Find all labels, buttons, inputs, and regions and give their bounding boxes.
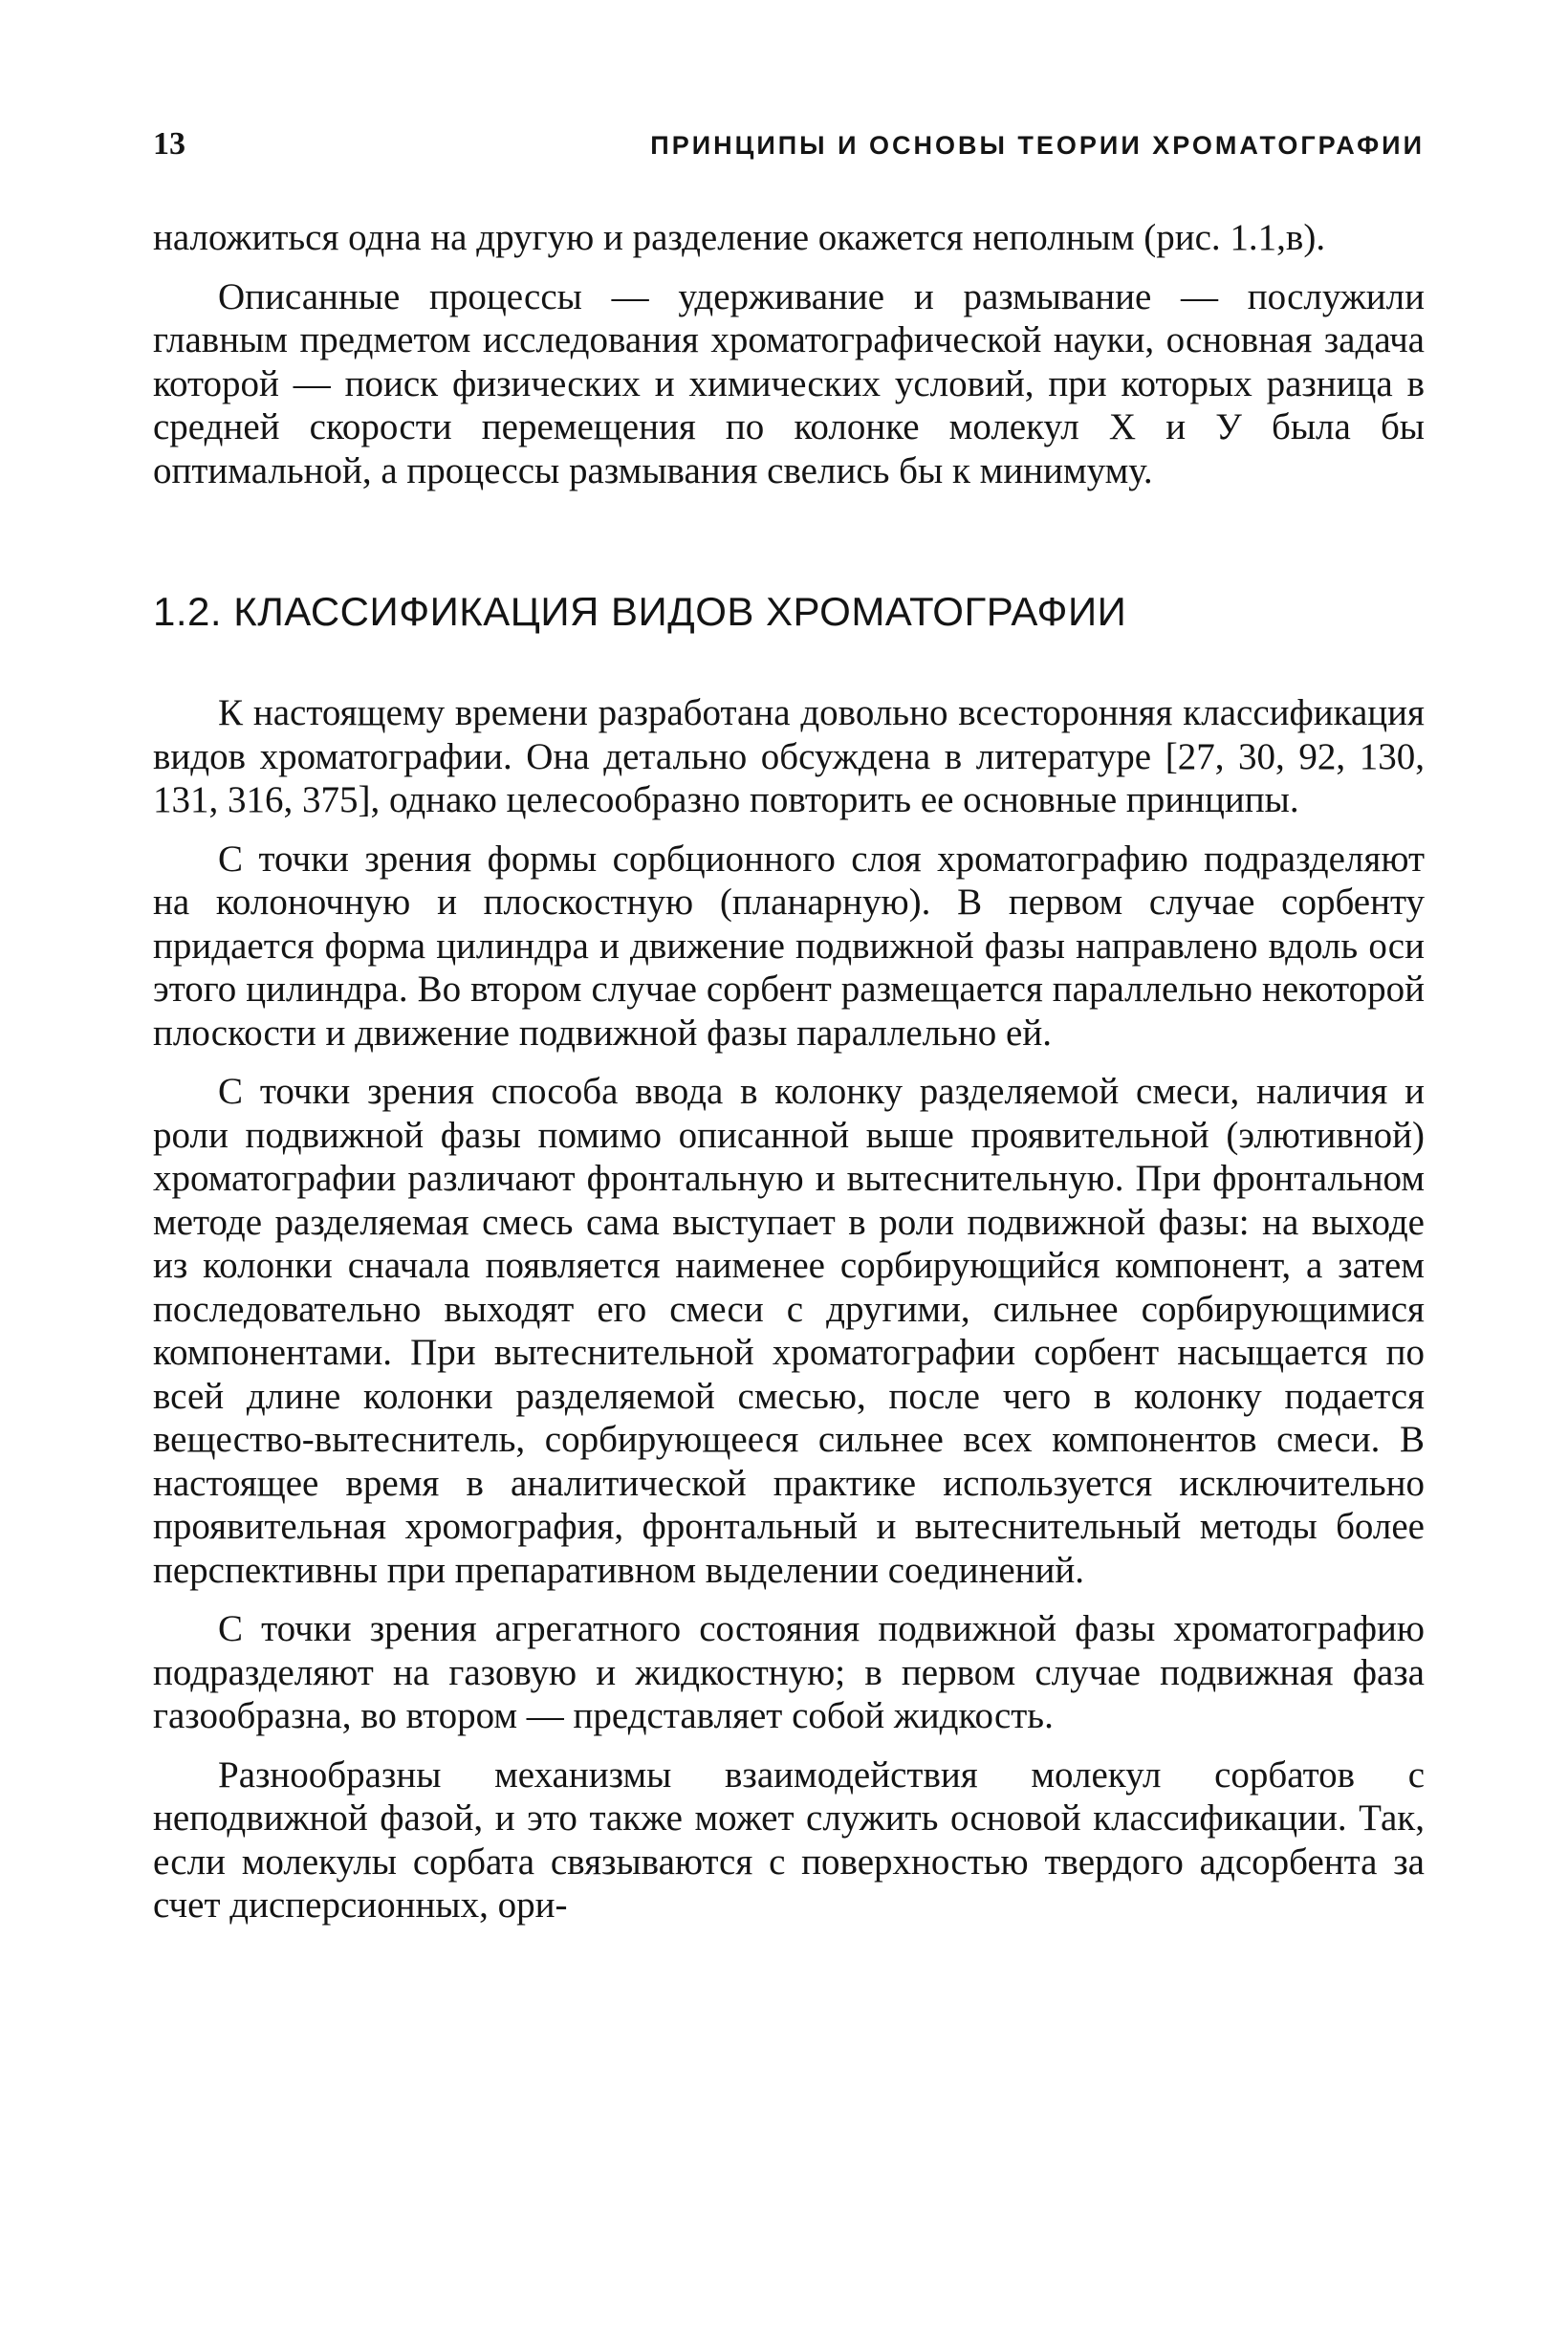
paragraph: Разнообразны механизмы взаимодействия молекул сорбатов с неподвижной фазой, и это также может служить основой классификации. Так, если молекулы сорбата связываются с поверхностью твердого адсорбента за счет дисперсионных, ори- [153,1753,1425,1926]
running-head [153,126,1425,184]
paragraph: С точки зрения формы сорбционного слоя хроматографию подразделяют на колоночную и плоскостную (планарную). В первом случае сорбенту придается форма цилиндра и движение подвижной фазы направлено вдоль оси этого цилиндра. Во втором случае сорбент размещается параллельно некоторой плоскости и движение подвижной фазы параллельно ей. [153,838,1425,1054]
section-heading: 1.2. КЛАССИФИКАЦИЯ ВИДОВ ХРОМАТОГРАФИИ [153,589,1127,634]
page-number: 13 [153,126,185,162]
paragraph: С точки зрения способа ввода в колонку разделяемой смеси, наличия и роли подвижной фазы помимо описанной выше проявительной (элютивной) хроматографии различают фронтальную и вытеснительную. При фронтальном методе разделяемая смесь сама выступает в роли подвижной фазы: на выходе из колонки сначала появляется наименее сорбирующийся компонент, а затем последовательно выходят его смеси с другими, сильнее сорбирующимися компонентами. При вытеснительной хроматографии сорбент насыщается по всей длине колонки разделяемой смесью, после чего в колонку подается вещество-вытеснитель, сорбирующееся сильнее всех компонентов смеси. В настоящее время в аналитической практике используется исключительно проявительная хромография, фронтальный и вытеснительный методы более перспективны при препаративном выделении соединений. [153,1071,1425,1591]
paragraph: К настоящему времени разработана довольно всесторонняя классификация видов хроматографии. Она детально обсуждена в литературе [27, 30, 92, 130, 131, 316, 375], однако целесообразно повторить ее основные принципы. [153,692,1425,820]
book-page [153,115,1425,1927]
paragraph-continuation: наложиться одна на другую и разделение окажется неполным (рис. 1.1,в). [153,217,1326,258]
paragraph: Описанные процессы — удерживание и размывание — послужили главным предметом исследования хроматографической науки, основная задача которой — поиск физических и химических условий, при которых разница в средней скорости перемещения по колонке молекул X и У была бы оптимальной, а процессы размывания свелись бы к минимуму. [153,275,1425,491]
paragraph: С точки зрения агрегатного состояния подвижной фазы хроматографию подразделяют на газовую и жидкостную; в первом случае подвижная фаза газообразна, во втором — представляет собой жидкость. [153,1608,1425,1736]
running-title: ПРИНЦИПЫ И ОСНОВЫ ТЕОРИИ ХРОМАТОГРАФИИ [650,131,1425,160]
page-text [153,216,1425,1927]
